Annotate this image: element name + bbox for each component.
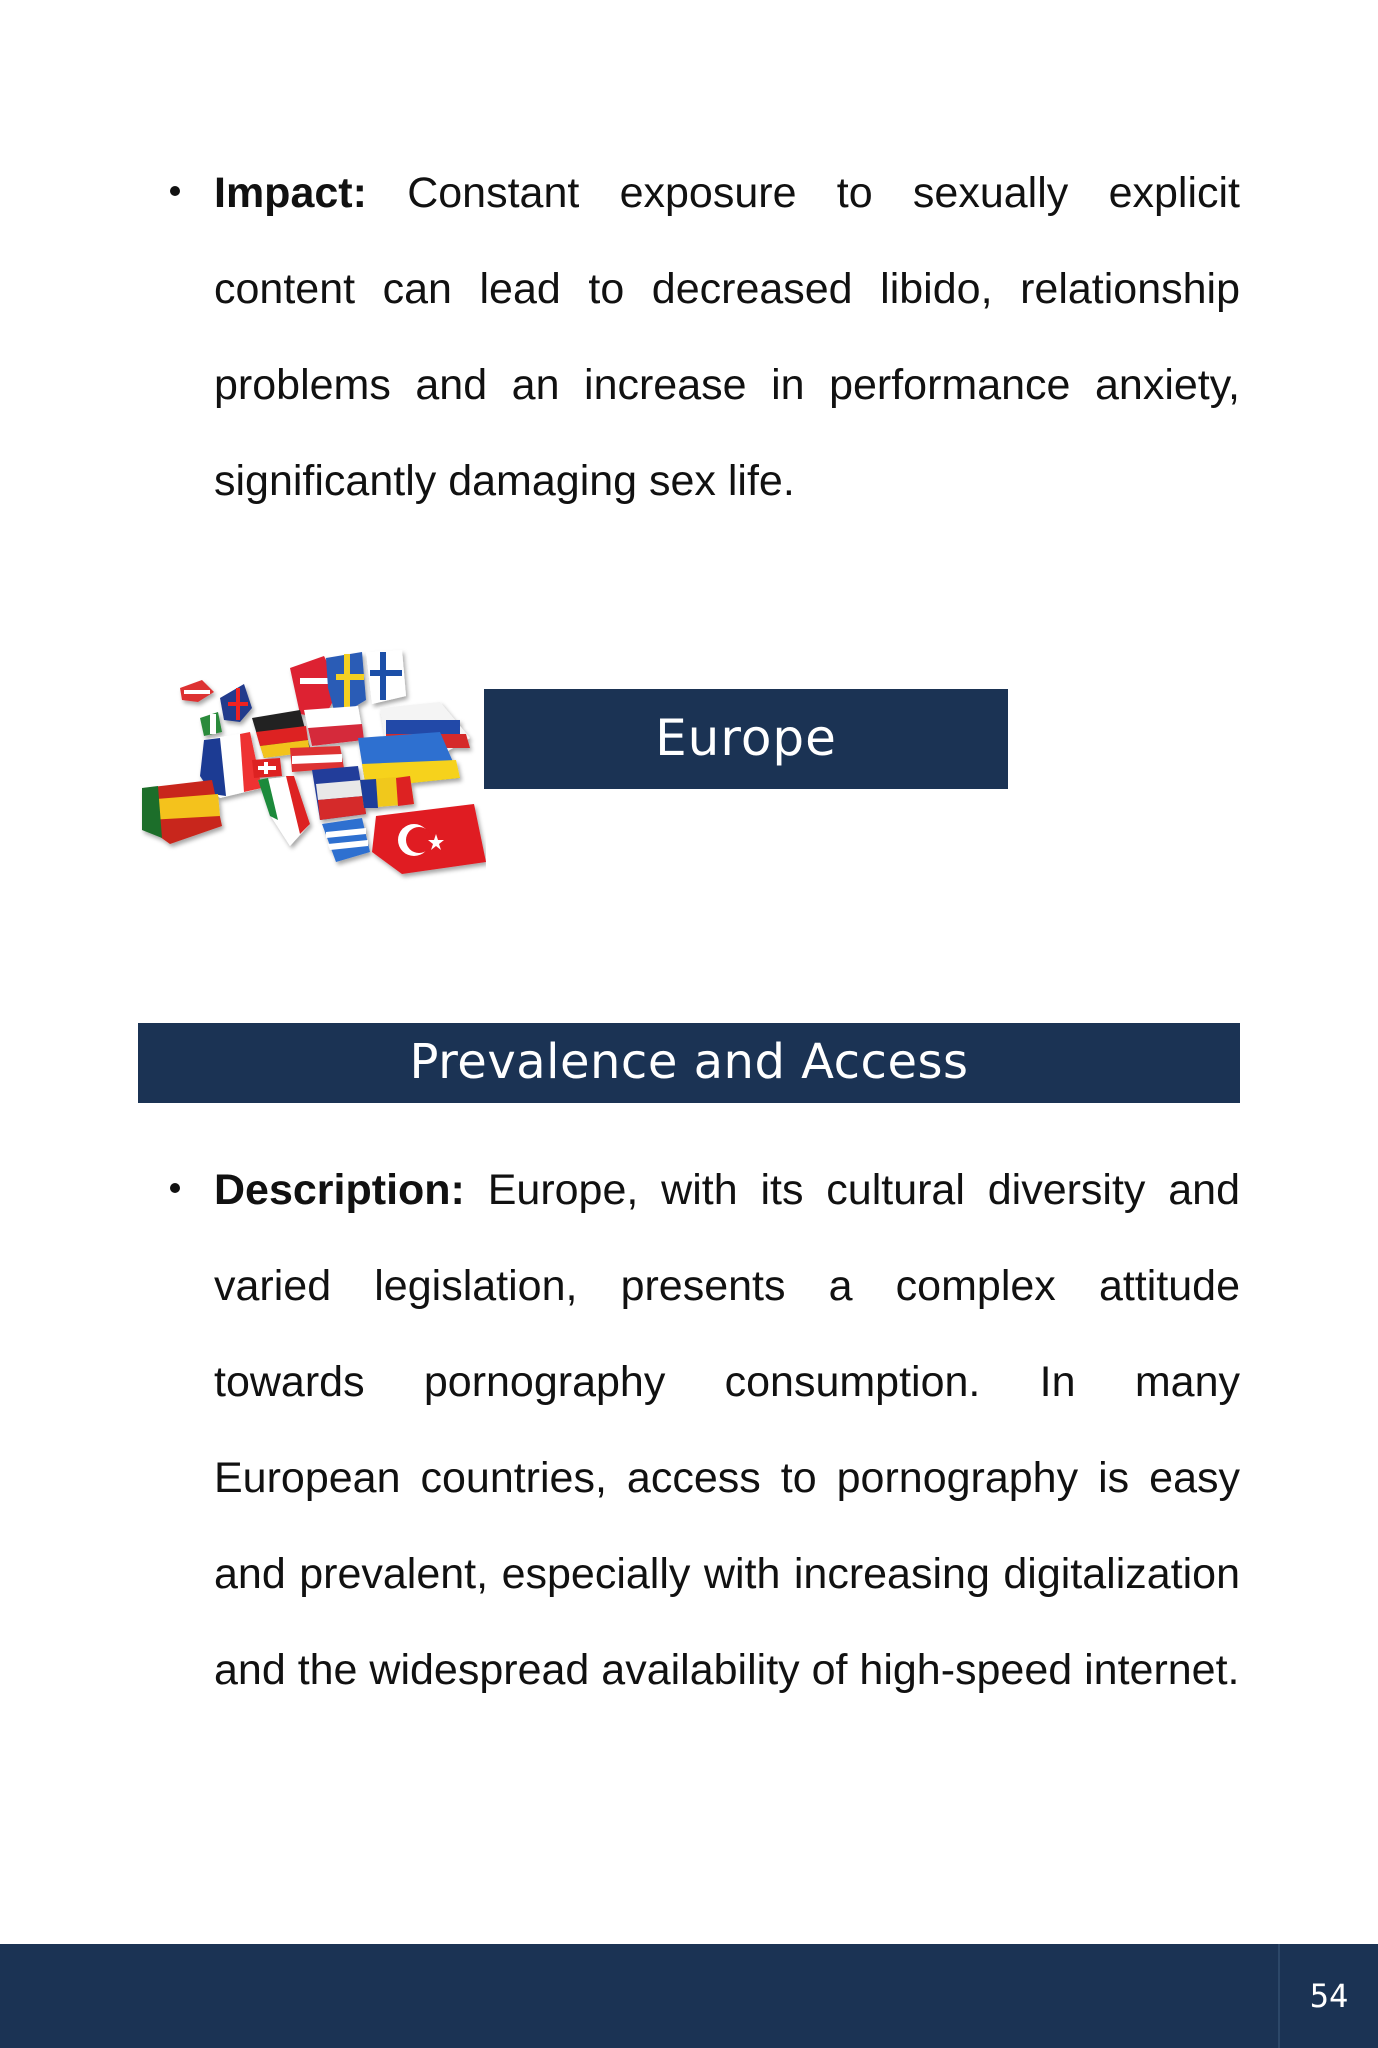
europe-title: Europe: [655, 709, 837, 767]
europe-flag-map-image: [140, 648, 486, 884]
page-footer: [0, 1944, 1378, 2048]
europe-section-header: [484, 689, 1008, 789]
description-label: Description:: [214, 1166, 465, 1214]
description-bullet: [214, 1142, 1240, 1718]
bullet-dot-icon: [170, 1183, 180, 1193]
impact-label: Impact:: [214, 169, 367, 217]
page-number: 54: [1278, 1944, 1378, 2048]
impact-text: Constant exposure to sexually explicit content can lead to decreased libido, relationship problems and an increase in performance anxiety, significantly damaging sex life.: [214, 169, 1240, 505]
prevalence-title: Prevalence and Access: [409, 1034, 969, 1090]
bullet-dot-icon: [170, 186, 180, 196]
description-text: Europe, with its cultural diversity and varied legislation, presents a complex attitude towards pornography consumption. In many European countries, access to pornography is easy and prevalent, especially with increasing digitalization and the widespread availability of high-speed internet.: [214, 1166, 1241, 1694]
impact-bullet: [214, 145, 1240, 529]
prevalence-section-header: [138, 1023, 1240, 1103]
